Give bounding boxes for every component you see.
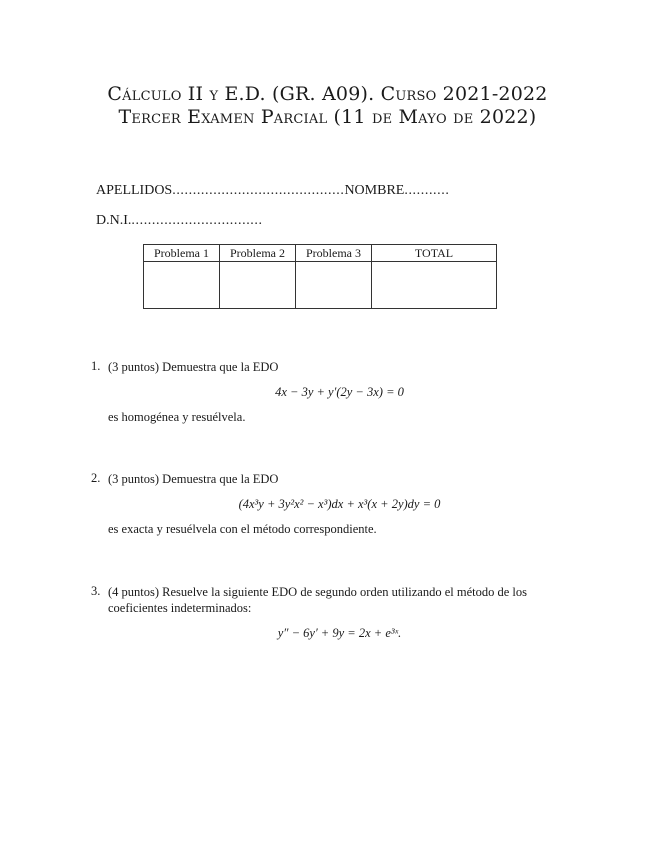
grades-score-row <box>144 262 497 309</box>
problem-equation: y″ − 6y′ + 9y = 2x + e³ˣ. <box>277 626 402 640</box>
problem-statement: (3 puntos) Demuestra que la EDO <box>108 472 279 486</box>
problem-statement: (3 puntos) Demuestra que la EDO <box>108 360 279 374</box>
problem-instruction: es homogénea y resuélvela. <box>108 410 246 424</box>
score-cell-total[interactable] <box>372 262 497 309</box>
apellidos-label: APELLIDOS <box>96 183 173 198</box>
score-cell-problema-2[interactable] <box>220 262 296 309</box>
course-title: Cálculo II y E.D. (GR. A09). Curso 2021-2022 <box>107 83 548 105</box>
problem-1 <box>91 359 571 425</box>
problem-instruction: es exacta y resuélvela con el método correspondiente. <box>108 522 377 536</box>
header-problema-1: Problema 1 <box>144 245 220 262</box>
problem-3 <box>91 584 571 651</box>
problem-equation: 4x − 3y + y′(2y − 3x) = 0 <box>275 385 404 399</box>
problem-number: 3. <box>91 584 101 598</box>
header-total: TOTAL <box>372 245 497 262</box>
apellidos-blank[interactable]: .......................................... <box>172 183 345 198</box>
dni-line <box>96 213 263 229</box>
score-cell-problema-1[interactable] <box>144 262 220 309</box>
problem-number: 1. <box>91 359 101 373</box>
score-cell-problema-3[interactable] <box>296 262 372 309</box>
grades-table <box>143 244 497 309</box>
problem-statement: (4 puntos) Resuelve la siguiente EDO de segundo orden utilizando el método de los coeficientes indeterminados: <box>108 585 528 615</box>
dni-blank[interactable]: ................................ <box>131 213 263 228</box>
grades-header-row <box>144 245 497 262</box>
header-problema-2: Problema 2 <box>220 245 296 262</box>
apellidos-nombre-line <box>96 183 449 199</box>
header-problema-3: Problema 3 <box>296 245 372 262</box>
problem-equation: (4x³y + 3y²x² − x³)dx + x³(x + 2y)dy = 0 <box>238 497 441 511</box>
problem-number: 2. <box>91 471 101 485</box>
nombre-label: NOMBRE <box>344 183 405 198</box>
nombre-blank[interactable]: ........... <box>404 183 450 198</box>
problem-2 <box>91 471 571 537</box>
dni-label: D.N.I. <box>96 213 132 228</box>
exam-title: Tercer Examen Parcial (11 de Mayo de 2022) <box>118 106 537 128</box>
